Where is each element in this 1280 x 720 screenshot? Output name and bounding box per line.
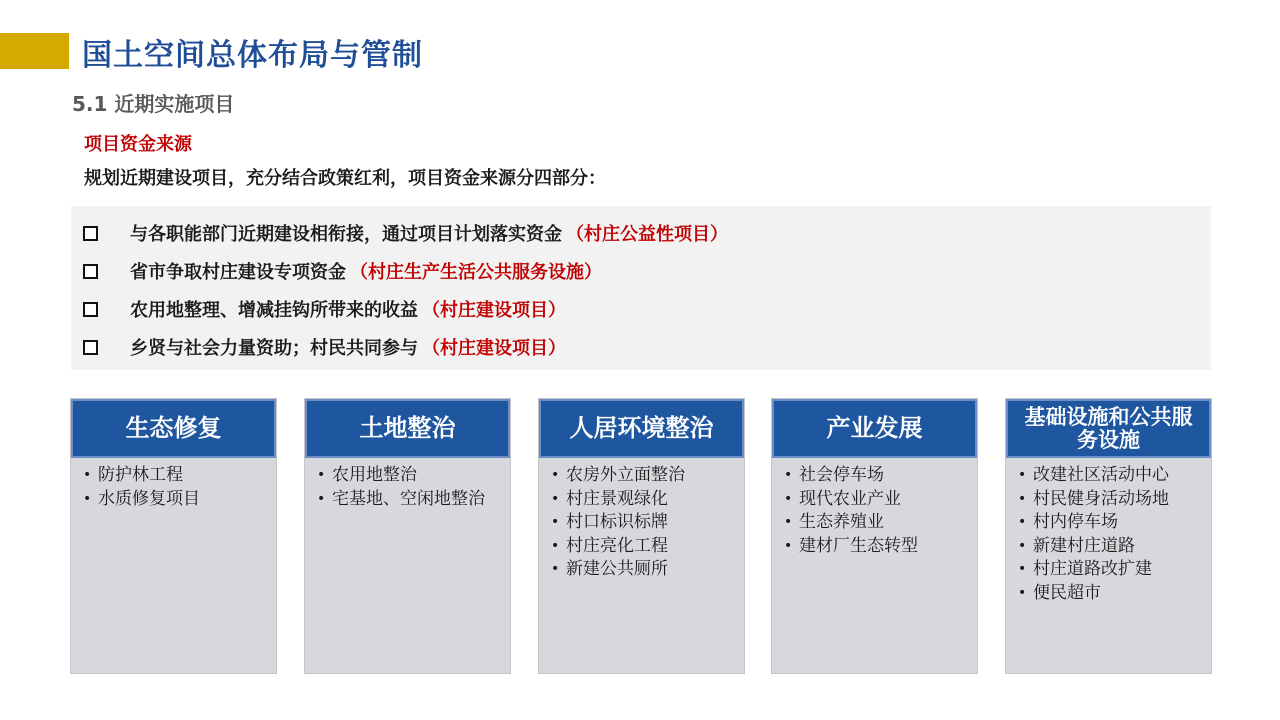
checkbox-icon: [83, 340, 98, 355]
page-title: 国土空间总体布局与管制: [82, 38, 423, 73]
funding-source-text: 农用地整理、增减挂钩所带来的收益: [130, 300, 418, 321]
card-header: 基础设施和公共服务设施: [1006, 399, 1211, 458]
card-list-item: • 村庄亮化工程: [551, 535, 736, 557]
funding-source-item: [83, 218, 728, 248]
checkbox-icon: [83, 302, 98, 317]
card-item-list: [539, 458, 744, 580]
card-list-item: • 村民健身活动场地: [1018, 488, 1203, 510]
card-item-list: [71, 458, 276, 510]
card-list-item: • 生态养殖业: [784, 511, 969, 533]
category-card-living-environment: [538, 398, 745, 674]
checkbox-icon: [83, 264, 98, 279]
card-item-list: [305, 458, 510, 510]
card-list-item: • 新建公共厕所: [551, 558, 736, 580]
card-list-item: • 改建社区活动中心: [1018, 464, 1203, 486]
funding-intro: 规划近期建设项目，充分结合政策红利，项目资金来源分四部分：: [84, 168, 606, 189]
funding-source-tag: （村庄生产生活公共服务设施）: [350, 262, 602, 283]
card-header: 人居环境整治: [539, 399, 744, 458]
card-list-item: • 便民超市: [1018, 582, 1203, 604]
checkbox-icon: [83, 226, 98, 241]
funding-heading: 项目资金来源: [84, 134, 192, 155]
card-list-item: • 新建村庄道路: [1018, 535, 1203, 557]
funding-source-text: 乡贤与社会力量资助；村民共同参与: [130, 338, 418, 359]
card-header: 土地整治: [305, 399, 510, 458]
category-card-infrastructure: [1005, 398, 1212, 674]
card-item-list: [772, 458, 977, 557]
section-title: 5.1 近期实施项目: [72, 92, 235, 116]
card-list-item: • 水质修复项目: [83, 488, 268, 510]
title-accent-bar: [0, 33, 69, 69]
card-list-item: • 现代农业产业: [784, 488, 969, 510]
category-card-industry-development: [771, 398, 978, 674]
card-list-item: • 防护林工程: [83, 464, 268, 486]
card-list-item: • 村庄景观绿化: [551, 488, 736, 510]
card-item-list: [1006, 458, 1211, 604]
card-list-item: • 社会停车场: [784, 464, 969, 486]
funding-source-tag: （村庄建设项目）: [422, 338, 566, 359]
funding-source-item: [83, 256, 602, 286]
category-card-land-consolidation: [304, 398, 511, 674]
card-header: 生态修复: [71, 399, 276, 458]
card-list-item: • 建材厂生态转型: [784, 535, 969, 557]
card-list-item: • 农用地整治: [317, 464, 502, 486]
card-list-item: • 村内停车场: [1018, 511, 1203, 533]
card-list-item: • 宅基地、空闲地整治: [317, 488, 502, 510]
card-list-item: • 村口标识标牌: [551, 511, 736, 533]
card-header: 产业发展: [772, 399, 977, 458]
funding-sources-box: [71, 206, 1211, 370]
card-list-item: • 农房外立面整治: [551, 464, 736, 486]
funding-source-text: 省市争取村庄建设专项资金: [130, 262, 346, 283]
funding-source-item: [83, 332, 566, 362]
funding-source-tag: （村庄公益性项目）: [566, 224, 728, 245]
funding-source-text: 与各职能部门近期建设相衔接，通过项目计划落实资金: [130, 224, 562, 245]
category-card-ecological-restoration: [70, 398, 277, 674]
funding-source-item: [83, 294, 566, 324]
card-list-item: • 村庄道路改扩建: [1018, 558, 1203, 580]
funding-source-tag: （村庄建设项目）: [422, 300, 566, 321]
